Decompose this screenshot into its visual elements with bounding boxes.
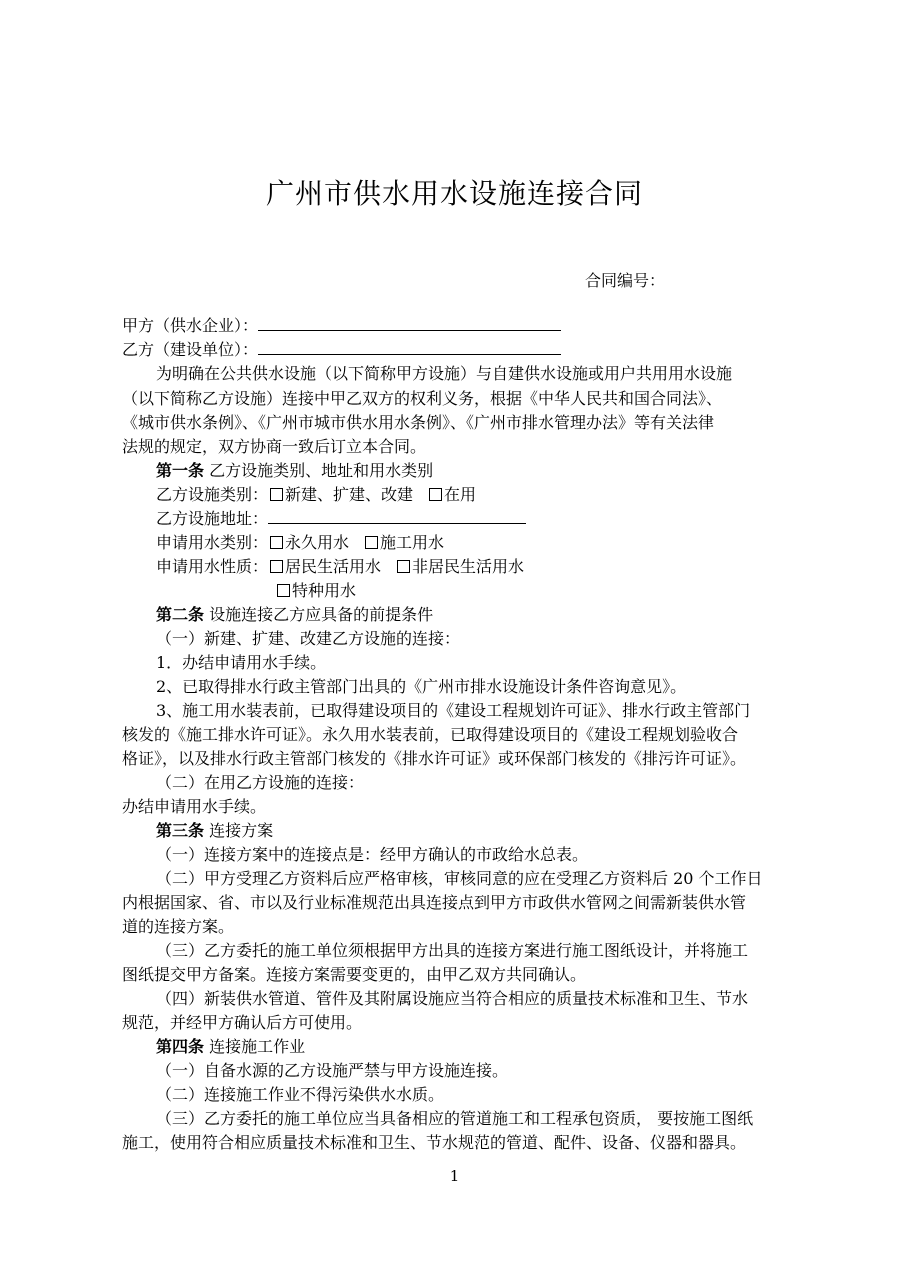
article-2-title: 设施连接乙方应具备的前提条件 [209, 605, 434, 624]
article-line: （二）甲方受理乙方资料后应严格审核，审核同意的应在受理乙方资料后 20 个工作日 [156, 869, 763, 888]
facility-type-row [156, 485, 476, 505]
checkbox-label: 新建、扩建、改建 [285, 485, 414, 504]
article-line: （一）新建、扩建、改建乙方设施的连接： [156, 629, 461, 648]
water-nature-row [156, 557, 524, 577]
facility-address-row [156, 509, 526, 529]
article-line: （二）连接施工作业不得污染供水水质。 [156, 1085, 445, 1104]
article-line: （一）自备水源的乙方设施严禁与甲方设施连接。 [156, 1061, 509, 1080]
article-4-heading [156, 1037, 305, 1057]
checkbox-label: 永久用水 [285, 533, 350, 552]
article-3-title: 连接方案 [209, 821, 274, 840]
checkbox[interactable] [270, 560, 283, 573]
water-type-row [156, 533, 444, 553]
facility-type-label: 乙方设施类别： [156, 485, 269, 504]
checkbox[interactable] [270, 536, 283, 549]
article-line: 道的连接方案。 [122, 917, 235, 936]
intro-line: （以下简称乙方设施）连接中甲乙双方的权利义务，根据《中华人民共和国合同法》、 [122, 389, 723, 408]
water-type-label: 申请用水类别： [156, 533, 269, 552]
article-4-number: 第四条 [156, 1037, 205, 1056]
article-2-number: 第二条 [156, 605, 205, 624]
party-a-label: 甲方（供水企业）： [122, 316, 259, 335]
water-nature-label: 申请用水性质： [156, 557, 269, 576]
article-line: （三）乙方委托的施工单位须根据甲方出具的连接方案进行施工图纸设计，并将施工 [156, 941, 749, 960]
article-line: 内根据国家、省、市以及行业标准规范出具连接点到甲方市政供水管网之间需新装供水管 [122, 893, 747, 912]
intro-line: 为明确在公共供水设施（以下简称甲方设施）与自建供水设施或用户共用用水设施 [156, 364, 733, 383]
checkbox[interactable] [277, 584, 290, 597]
checkbox[interactable] [270, 488, 283, 501]
article-line: 格证》，以及排水行政主管部门核发的《排水许可证》或环保部门核发的《排污许可证》。 [122, 749, 747, 768]
intro-line: 《城市供水条例》、《广州市城市供水用水条例》、《广州市排水管理办法》等有关法律 [122, 413, 715, 432]
article-line: 规范，并经甲方确认后方可使用。 [122, 1013, 363, 1032]
article-1-heading [156, 461, 433, 481]
checkbox-label: 居民生活用水 [285, 557, 382, 576]
party-a-line [122, 316, 561, 336]
article-line: 3、施工用水装表前，已取得建设项目的《建设工程规划许可证》、排水行政主管部门 [156, 701, 751, 720]
checkbox-label: 在用 [444, 485, 477, 504]
party-b-label: 乙方（建设单位）： [122, 340, 259, 359]
article-line: 办结申请用水手续。 [122, 797, 267, 816]
facility-address-label: 乙方设施地址： [156, 509, 269, 528]
article-line: （一）连接方案中的连接点是：经甲方确认的市政给水总表。 [156, 845, 589, 864]
checkbox-label: 施工用水 [380, 533, 445, 552]
water-nature-row-2 [275, 581, 356, 601]
article-2-heading [156, 605, 433, 625]
party-b-blank[interactable] [258, 340, 561, 355]
page-title: 广州市供水用水设施连接合同 [265, 177, 643, 210]
page-number: 1 [449, 1167, 460, 1185]
checkbox-label: 特种用水 [292, 581, 357, 600]
article-line: 核发的《施工排水许可证》。永久用水装表前，已取得建设项目的《建设工程规划验收合 [122, 725, 739, 744]
article-1-title: 乙方设施类别、地址和用水类别 [209, 461, 434, 480]
article-line: 2、已取得排水行政主管部门出具的《广州市排水设施设计条件咨询意见》。 [156, 677, 687, 696]
checkbox-label: 非居民生活用水 [412, 557, 525, 576]
article-1-number: 第一条 [156, 461, 205, 480]
article-line: （二）在用乙方设施的连接： [156, 773, 365, 792]
intro-line: 法规的规定，双方协商一致后订立本合同。 [122, 437, 427, 456]
party-b-line [122, 340, 561, 360]
article-line: （三）乙方委托的施工单位应当具备相应的管道施工和工程承包资质， 要按施工图纸 [156, 1109, 754, 1128]
checkbox[interactable] [429, 488, 442, 501]
party-a-blank[interactable] [258, 316, 561, 331]
article-line: 施工，使用符合相应质量技术标准和卫生、节水规范的管道、配件、设备、仪器和器具。 [122, 1133, 747, 1152]
facility-address-blank[interactable] [268, 509, 526, 524]
article-4-title: 连接施工作业 [209, 1037, 306, 1056]
article-3-heading [156, 821, 273, 841]
article-line: （四）新装供水管道、管件及其附属设施应当符合相应的质量技术标准和卫生、节水 [156, 989, 749, 1008]
checkbox[interactable] [397, 560, 410, 573]
checkbox[interactable] [365, 536, 378, 549]
article-3-number: 第三条 [156, 821, 205, 840]
article-line: 图纸提交甲方备案。连接方案需要变更的，由甲乙双方共同确认。 [122, 965, 587, 984]
contract-number-label: 合同编号： [585, 271, 666, 290]
article-line: 1．办结申请用水手续。 [156, 653, 327, 672]
